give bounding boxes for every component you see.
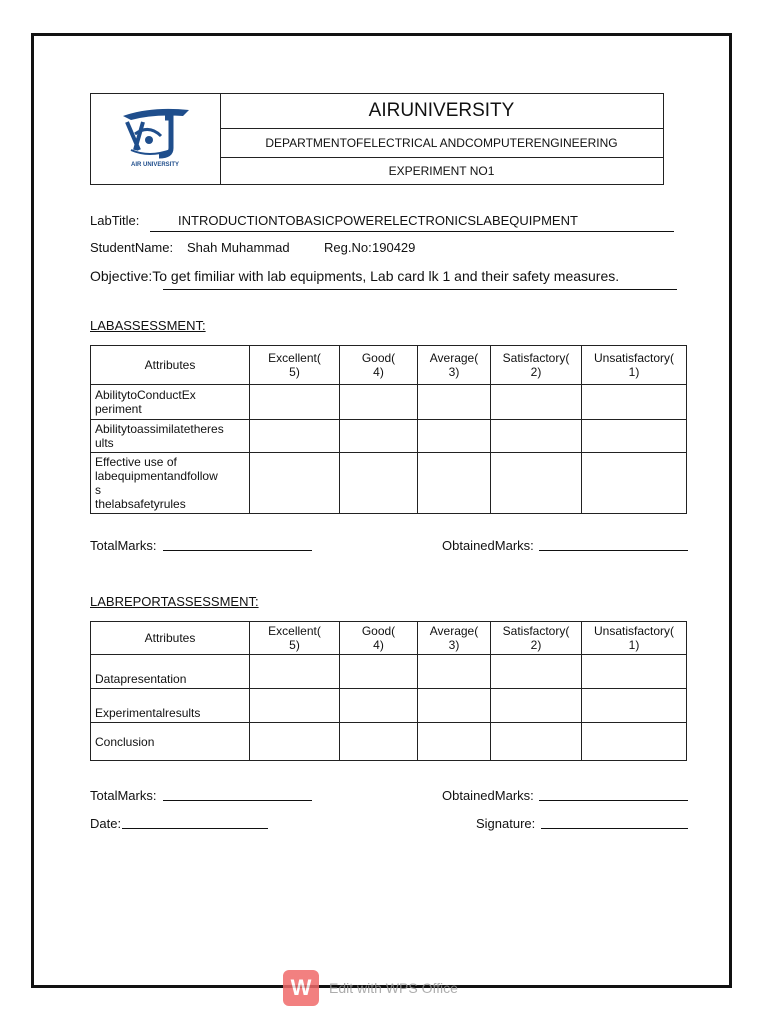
- col-header: Average( 3): [418, 346, 491, 385]
- air-university-logo: [91, 94, 221, 184]
- score-cell[interactable]: [340, 420, 418, 453]
- score-cell[interactable]: [491, 385, 582, 420]
- lab-obtained-marks-field[interactable]: [539, 550, 688, 551]
- objective-underline: [163, 289, 677, 290]
- score-cell[interactable]: [418, 420, 491, 453]
- score-cell[interactable]: [250, 420, 340, 453]
- lab-obtained-marks-label: ObtainedMarks:: [442, 538, 534, 553]
- experiment-number: EXPERIMENT NO1: [388, 164, 495, 178]
- attribute-cell: Effective use of labequipmentandfollow s thelabsafetyrules: [91, 453, 250, 514]
- score-cell[interactable]: [418, 723, 491, 761]
- score-cell[interactable]: [340, 385, 418, 420]
- table-header-row: [91, 346, 687, 385]
- university-name: AIRUNIVERSITY: [220, 94, 663, 129]
- logo-text: AIR UNIVERSITY: [130, 162, 180, 168]
- score-cell[interactable]: [582, 723, 687, 761]
- lab-title-underline: [150, 231, 674, 232]
- score-cell[interactable]: [582, 420, 687, 453]
- department-name: DEPARTMENTOFELECTRICAL ANDCOMPUTERENGINEERING: [220, 129, 663, 158]
- attribute-cell: Conclusion: [91, 723, 250, 761]
- wps-watermark[interactable]: [283, 970, 473, 1008]
- score-cell[interactable]: [491, 453, 582, 514]
- col-header: Unsatisfactory( 1): [582, 622, 687, 655]
- report-obtained-marks-field[interactable]: [539, 800, 688, 801]
- attribute-cell: Abilitytoassimilatetheres ults: [91, 420, 250, 453]
- table-row: [91, 453, 687, 514]
- signature-field[interactable]: [541, 828, 688, 829]
- attribute-cell: AbilitytoConductEx periment: [91, 385, 250, 420]
- score-cell[interactable]: [250, 453, 340, 514]
- report-assessment-table: [90, 621, 687, 761]
- score-cell[interactable]: [340, 723, 418, 761]
- col-header: Excellent( 5): [250, 622, 340, 655]
- attribute-cell: Experimentalresults: [91, 689, 250, 723]
- score-cell[interactable]: [250, 655, 340, 689]
- lab-assessment-title: LABASSESSMENT:: [90, 318, 206, 333]
- table-row: [91, 420, 687, 453]
- score-cell[interactable]: [582, 385, 687, 420]
- report-obtained-marks-label: ObtainedMarks:: [442, 788, 534, 803]
- score-cell[interactable]: [418, 689, 491, 723]
- col-header: Satisfactory( 2): [491, 622, 582, 655]
- score-cell[interactable]: [340, 689, 418, 723]
- score-cell[interactable]: [582, 453, 687, 514]
- score-cell[interactable]: [250, 689, 340, 723]
- student-name-value: Shah Muhammad: [187, 240, 290, 255]
- table-header-row: [91, 622, 687, 655]
- lab-title-label: LabTitle:: [90, 213, 140, 228]
- wps-watermark-text: Edit with WPS Office: [329, 980, 458, 996]
- lab-title-value: INTRODUCTIONTOBASICPOWERELECTRONICSLABEQUIPMENT: [178, 213, 578, 228]
- score-cell[interactable]: [582, 655, 687, 689]
- col-header: Average( 3): [418, 622, 491, 655]
- score-cell[interactable]: [491, 655, 582, 689]
- score-cell[interactable]: [491, 689, 582, 723]
- reg-no-value: 190429: [372, 240, 416, 255]
- score-cell[interactable]: [340, 453, 418, 514]
- col-header: Satisfactory( 2): [491, 346, 582, 385]
- table-row: [91, 655, 687, 689]
- document-header: [90, 93, 664, 185]
- score-cell[interactable]: [491, 420, 582, 453]
- score-cell[interactable]: [418, 385, 491, 420]
- date-field[interactable]: [122, 828, 268, 829]
- col-header: Excellent( 5): [250, 346, 340, 385]
- objective-text: Objective:To get fimiliar with lab equipments, Lab card lk 1 and their safety measures.: [90, 268, 620, 284]
- score-cell[interactable]: [418, 453, 491, 514]
- score-cell[interactable]: [250, 723, 340, 761]
- table-row: [91, 689, 687, 723]
- score-cell[interactable]: [491, 723, 582, 761]
- report-assessment-title: LABREPORTASSESSMENT:: [90, 594, 259, 609]
- report-total-marks-field[interactable]: [163, 800, 312, 801]
- score-cell[interactable]: [340, 655, 418, 689]
- attribute-cell: Datapresentation: [91, 655, 250, 689]
- col-header: Good( 4): [340, 346, 418, 385]
- signature-label: Signature:: [476, 816, 536, 831]
- lab-assessment-table: [90, 345, 687, 514]
- score-cell[interactable]: [582, 689, 687, 723]
- date-label: Date:: [90, 816, 122, 831]
- col-header: Good( 4): [340, 622, 418, 655]
- score-cell[interactable]: [418, 655, 491, 689]
- score-cell[interactable]: [250, 385, 340, 420]
- lab-total-marks-field[interactable]: [163, 550, 312, 551]
- table-row: [91, 385, 687, 420]
- col-header: Unsatisfactory( 1): [582, 346, 687, 385]
- student-name-label: StudentName:: [90, 240, 174, 255]
- table-row: [91, 723, 687, 761]
- report-total-marks-label: TotalMarks:: [90, 788, 157, 803]
- reg-no-label: Reg.No:: [324, 240, 372, 255]
- col-header: Attributes: [91, 622, 250, 655]
- lab-total-marks-label: TotalMarks:: [90, 538, 157, 553]
- col-header: Attributes: [91, 346, 250, 385]
- wps-logo-icon: W: [283, 970, 319, 1006]
